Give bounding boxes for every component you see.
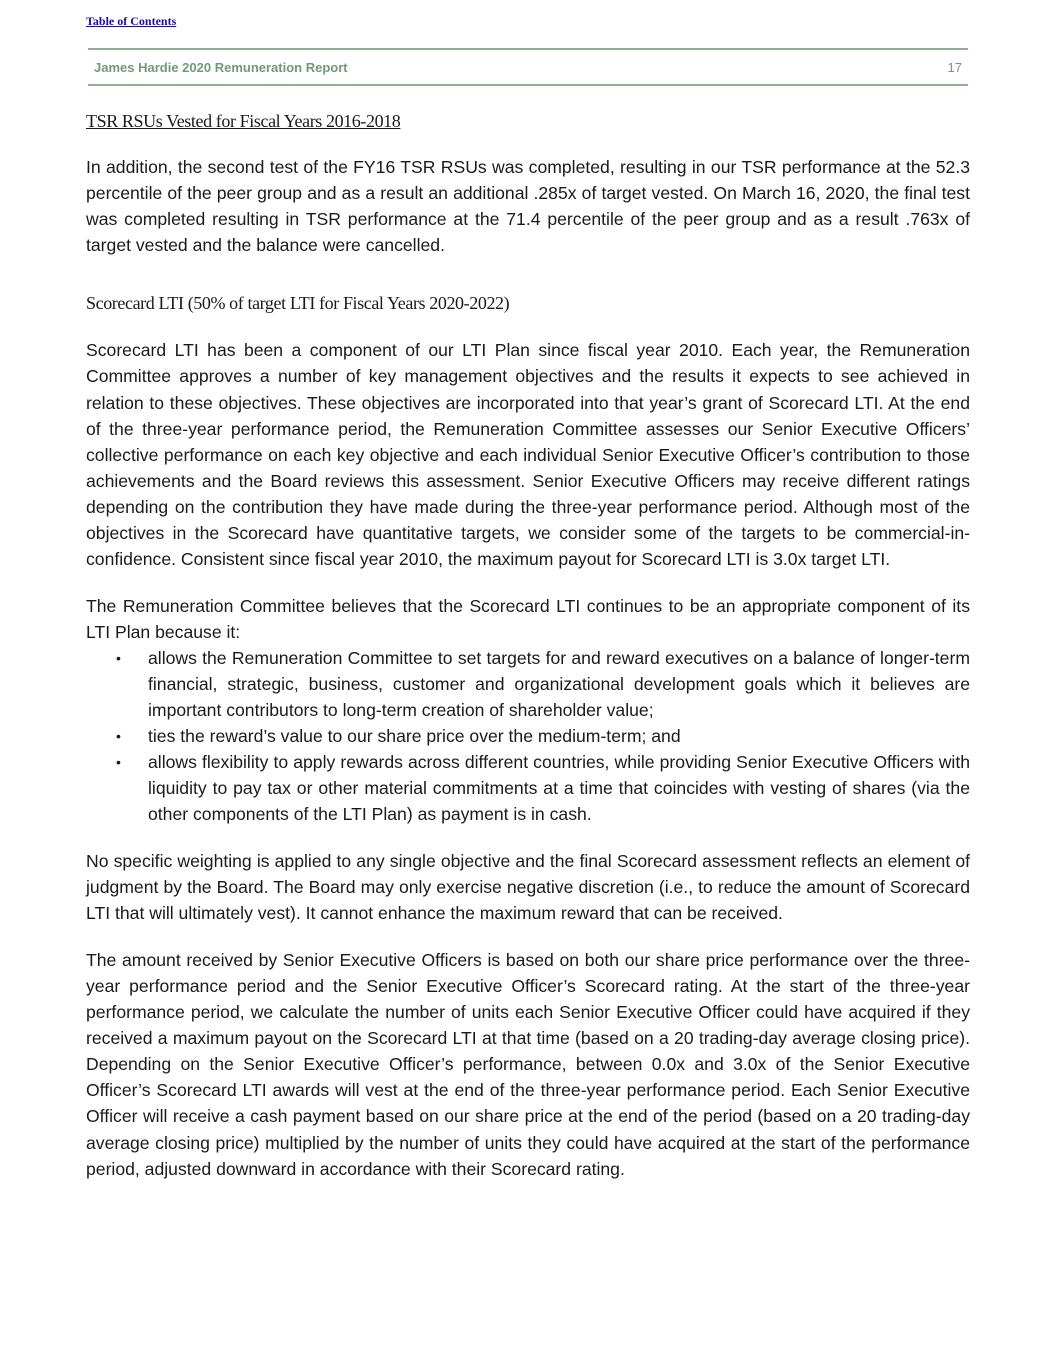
tsr-paragraph: In addition, the second test of the FY16 TSR RSUs was completed, resulting in our TSR performance at the 52.3 percentile of the peer group and as a result an additional .285x of target vested. On March 16, 2020, the final test was completed resulting in TSR performance at the 71.4 percentile of the peer group and as a result .763x of target vested and the balance were cancelled. (86, 157, 970, 256)
scorecard-intro-paragraph: Scorecard LTI has been a component of our LTI Plan since fiscal year 2010. Each year, the Remuneration Committee approves a number of key management objectives and the results it expects to see achieved in relation to these objectives. These objectives are incorporated into that year’s grant of Scorecard LTI. At the end of the three-year performance period, the Remuneration Committee assesses our Senior Executive Officers’ collective performance on each key objective and each individual Senior Executive Officer’s contribution to those achievements and the Board reviews this assessment. Senior Executive Officers may receive different ratings depending on the contribution they have made during the three-year performance period. Although most of the objectives in the Scorecard have quantitative targets, we consider some of the targets to be commercial-in-confidence. Consistent since fiscal year 2010, the maximum payout for Scorecard LTI is 3.0x target LTI. (86, 340, 970, 570)
section-heading-tsr-rsus: TSR RSUs Vested for Fiscal Years 2016-2018 (86, 111, 401, 131)
page-number: 17 (947, 60, 962, 75)
bullet-icon: • (116, 728, 121, 745)
section-heading-scorecard-lti: Scorecard LTI (50% of target LTI for Fiscal Years 2020-2022) (86, 293, 510, 314)
list-item (86, 645, 970, 723)
bullet-icon: • (116, 754, 121, 771)
bullet-icon: • (116, 649, 121, 666)
list-item-text: allows the Remuneration Committee to set targets for and reward executives on a balance of longer-term financial, strategic, business, customer and organizational development goals which it believes are important contributors to long-term creation of shareholder value; (148, 647, 970, 721)
weighting-paragraph: No specific weighting is applied to any single objective and the final Scorecard assessment reflects an element of judgment by the Board. The Board may only exercise negative discretion (i.e., to reduce the amount of Scorecard LTI that will ultimately vest). It cannot enhance the maximum reward that can be received. (86, 851, 970, 924)
list-item-text: allows flexibility to apply rewards across different countries, while providing Senior Executive Officers with liquidity to pay tax or other material commitments at a time that coincides with vesting of shares (via the other components of the LTI Plan) as payment is in cash. (148, 752, 970, 825)
scorecard-rationale-paragraph: The Remuneration Committee believes that the Scorecard LTI continues to be an appropriate component of its LTI Plan because it: (86, 595, 970, 642)
payout-paragraph: The amount received by Senior Executive Officers is based on both our share price performance over the three-year performance period and the Senior Executive Officer’s Scorecard rating. At the start of the three-year performance period, we calculate the number of units each Senior Executive Officer could have acquired if they received a maximum payout on the Scorecard LTI at that time (based on a 20 trading-day average closing price). Depending on the Senior Executive Officer’s performance, between 0.0x and 3.0x of the Senior Executive Officer’s Scorecard LTI awards will vest at the end of the three-year performance period. Each Senior Executive Officer will receive a cash payment based on our share price at the end of the period (based on a 20 trading-day average closing price) multiplied by the number of units they could have acquired at the start of the performance period, adjusted downward in accordance with their Scorecard rating. (86, 949, 970, 1179)
table-of-contents-link[interactable]: Table of Contents (86, 14, 177, 28)
list-item (86, 723, 970, 749)
rationale-bullet-list (86, 645, 970, 828)
document-body (86, 108, 970, 1202)
page-header (88, 48, 968, 86)
list-item (86, 749, 970, 827)
list-item-text: ties the reward’s value to our share price over the medium-term; and (148, 726, 681, 747)
report-title: James Hardie 2020 Remuneration Report (94, 60, 348, 75)
